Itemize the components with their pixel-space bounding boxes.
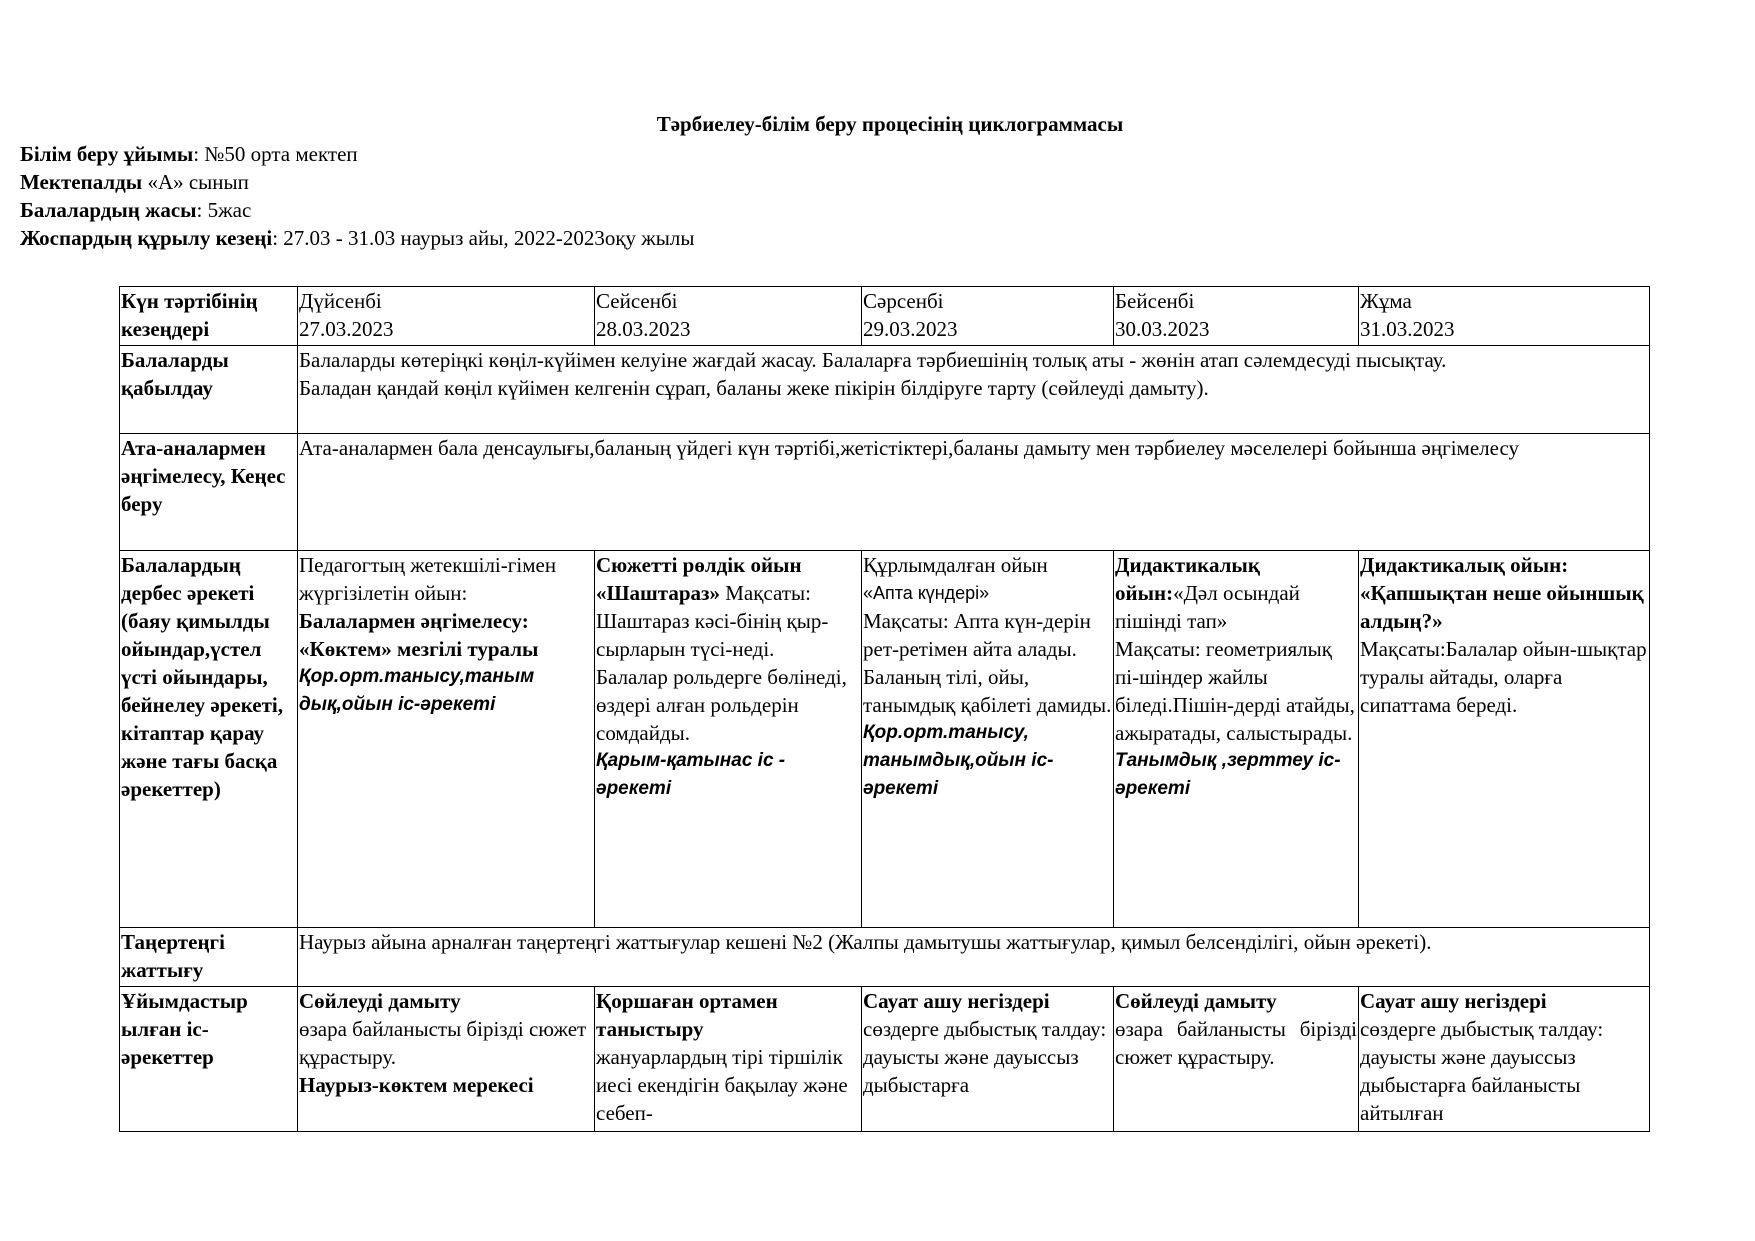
org-label: Білім беру ұйымы bbox=[20, 142, 194, 166]
independent-fri bbox=[1359, 551, 1650, 928]
org-mon-bold: Сөйлеуді дамыту bbox=[299, 989, 461, 1013]
group-line bbox=[20, 168, 694, 196]
mon-bold: Балалармен әңгімелесу: «Көктем» мезгілі туралы bbox=[299, 609, 539, 661]
page-title: Тәрбиелеу-білім беру процесінің циклограммасы bbox=[656, 112, 1124, 136]
day-date: 29.03.2023 bbox=[863, 317, 958, 341]
header-day-wed bbox=[862, 287, 1114, 346]
reception-text-1: Балаларды көтеріңкі көңіл-күйімен келуіне жағдай жасау. Балаларға тәрбиешінің толық аты - жөнін атап сәлемдесуді пысықтау. bbox=[299, 348, 1447, 372]
group-value: «А» сынып bbox=[142, 170, 249, 194]
header-day-tue bbox=[595, 287, 862, 346]
org-wed-bold: Сауат ашу негіздері bbox=[863, 989, 1050, 1013]
day-name: Бейсенбі bbox=[1115, 289, 1195, 313]
header-day-thu bbox=[1114, 287, 1359, 346]
tue-plain2: Балалар рольдерге бөлінеді, өздері алған рольдерін сомдайды. bbox=[596, 665, 847, 745]
reception-text bbox=[298, 346, 1650, 434]
day-date: 31.03.2023 bbox=[1360, 317, 1455, 341]
wed-plain2: Мақсаты: Апта күн-дерін рет-ретімен айта алады. Баланың тілі, ойы, танымдық қабілеті дамиды. bbox=[863, 609, 1112, 717]
tue-bold: Сюжетті рөлдік ойын «Шаштараз» bbox=[596, 553, 802, 605]
mon-plain: Педагогтың жетекшілі-гімен жүргізілетін ойын: bbox=[299, 553, 557, 605]
thu-bold: Дидактикалық ойын: bbox=[1115, 553, 1260, 605]
independent-wed bbox=[862, 551, 1114, 928]
tue-ital: Қарым-қатынас іс - әрекеті bbox=[596, 750, 786, 799]
table-row-header bbox=[120, 287, 1650, 346]
org-fri-plain: сөздерге дыбыстық талдау: дауысты және дауыссыз дыбыстарға байланысты айтылған bbox=[1360, 1017, 1604, 1125]
thu-plain: «Дәл осындай пішінді тап» bbox=[1115, 581, 1300, 633]
exercise-text: Наурыз айына арналған таңертеңгі жаттығулар кешені №2 (Жалпы дамытушы жаттығулар, қимыл белсенділігі, ойын әрекеті). bbox=[298, 928, 1650, 987]
exercise-label: Таңертеңгі жаттығу bbox=[120, 928, 298, 987]
reception-text-2: Баладан қандай көңіл күйімен келгенін сұрап, баланы жеке пікірін білдіруге тарту (сөйлеуді дамыту). bbox=[299, 376, 1209, 400]
parents-text: Ата-аналармен бала денсаулығы,баланың үйдегі күн тәртібі,жетістіктері,баланы дамыту мен тәрбиелеу мәселелері бойынша әңгімелесу bbox=[298, 434, 1650, 551]
period-label: Жоспардың құрылу кезеңі bbox=[20, 226, 273, 250]
table-row-parents bbox=[120, 434, 1650, 551]
independent-tue bbox=[595, 551, 862, 928]
day-date: 30.03.2023 bbox=[1115, 317, 1210, 341]
thu-ital: Танымдық ,зерттеу іс-әрекеті bbox=[1115, 750, 1341, 799]
day-name: Сейсенбі bbox=[596, 289, 678, 313]
mon-ital: Қор.орт.танысу,таным дық,ойын іс-әрекеті bbox=[299, 666, 535, 715]
cyclogram-table bbox=[119, 286, 1650, 1132]
org-thu-bold: Сөйлеуді дамыту bbox=[1115, 989, 1277, 1013]
wed-sans: «Апта күндері» bbox=[863, 583, 990, 603]
table-row-organized bbox=[120, 987, 1650, 1132]
day-name: Дүйсенбі bbox=[299, 289, 382, 313]
table-row-exercise bbox=[120, 928, 1650, 987]
independent-label: Балалардың дербес әрекеті (баяу қимылды ойындар,үстел үсті ойындары, бейнелеу әрекеті, кітаптар қарау және тағы басқа әрекеттер) bbox=[120, 551, 298, 928]
header-day-fri bbox=[1359, 287, 1650, 346]
org-line bbox=[20, 140, 694, 168]
parents-label: Ата-аналармен әңгімелесу, Кеңес беру bbox=[120, 434, 298, 551]
day-name: Сәрсенбі bbox=[863, 289, 944, 313]
org-tue-bold: Қоршаған ортамен таныстыру bbox=[596, 989, 778, 1041]
org-mon-bold2: Наурыз-көктем мерекесі bbox=[299, 1073, 534, 1097]
organized-label: Ұйымдастыр ылған іс-әрекеттер bbox=[120, 987, 298, 1132]
wed-plain: Құрлымдалған ойын bbox=[863, 553, 1048, 577]
day-name: Жұма bbox=[1360, 289, 1412, 313]
reception-label: Балаларды қабылдау bbox=[120, 346, 298, 434]
tue-plain: Мақсаты: Шаштараз кәсі-бінің қыр- сырларын түсі-неді. bbox=[596, 581, 829, 661]
age-line bbox=[20, 196, 694, 224]
header-day-mon bbox=[298, 287, 595, 346]
period-value: : 27.03 - 31.03 наурыз айы, 2022-2023оқу жылы bbox=[272, 226, 695, 250]
org-value: : №50 орта мектеп bbox=[193, 142, 358, 166]
independent-thu bbox=[1114, 551, 1359, 928]
org-tue-plain: жануарлардың тірі тіршілік иесі екендігін бақылау және себеп- bbox=[596, 1045, 848, 1125]
age-value: : 5жас bbox=[196, 198, 252, 222]
document-meta bbox=[20, 140, 694, 252]
fri-plain: Мақсаты:Балалар ойын-шықтар туралы айтады, оларға сипаттама береді. bbox=[1360, 637, 1647, 717]
org-fri-bold: Сауат ашу негіздері bbox=[1360, 989, 1547, 1013]
table-row-reception bbox=[120, 346, 1650, 434]
organized-thu bbox=[1114, 987, 1359, 1132]
table-row-independent bbox=[120, 551, 1650, 928]
fri-bold: Дидактикалық ойын: «Қапшықтан неше ойыншық алдың?» bbox=[1360, 553, 1644, 633]
header-period-cell: Күн тәртібінің кезеңдері bbox=[120, 287, 298, 346]
thu-plain2: Мақсаты: геометриялық пі-шіндер жайлы біледі.Пішін-дерді атайды, ажыратады, салыстырады. bbox=[1115, 637, 1355, 745]
organized-tue bbox=[595, 987, 862, 1132]
organized-mon bbox=[298, 987, 595, 1132]
independent-mon bbox=[298, 551, 595, 928]
organized-wed bbox=[862, 987, 1114, 1132]
day-date: 28.03.2023 bbox=[596, 317, 691, 341]
org-mon-plain: өзара байланысты бірізді сюжет құрастыру. bbox=[299, 1017, 587, 1069]
group-label: Мектепалды bbox=[20, 170, 143, 194]
org-wed-plain: сөздерге дыбыстық талдау: дауысты және дауыссыз дыбыстарға bbox=[863, 1017, 1107, 1097]
organized-fri bbox=[1359, 987, 1650, 1132]
period-line bbox=[20, 224, 694, 252]
org-thu-plain: өзара байланысты бірізді сюжет құрастыру. bbox=[1115, 1017, 1357, 1069]
day-date: 27.03.2023 bbox=[299, 317, 394, 341]
age-label: Балалардың жасы bbox=[20, 198, 197, 222]
wed-ital: Қор.орт.танысу, танымдық,ойын іс-әрекеті bbox=[863, 722, 1054, 799]
